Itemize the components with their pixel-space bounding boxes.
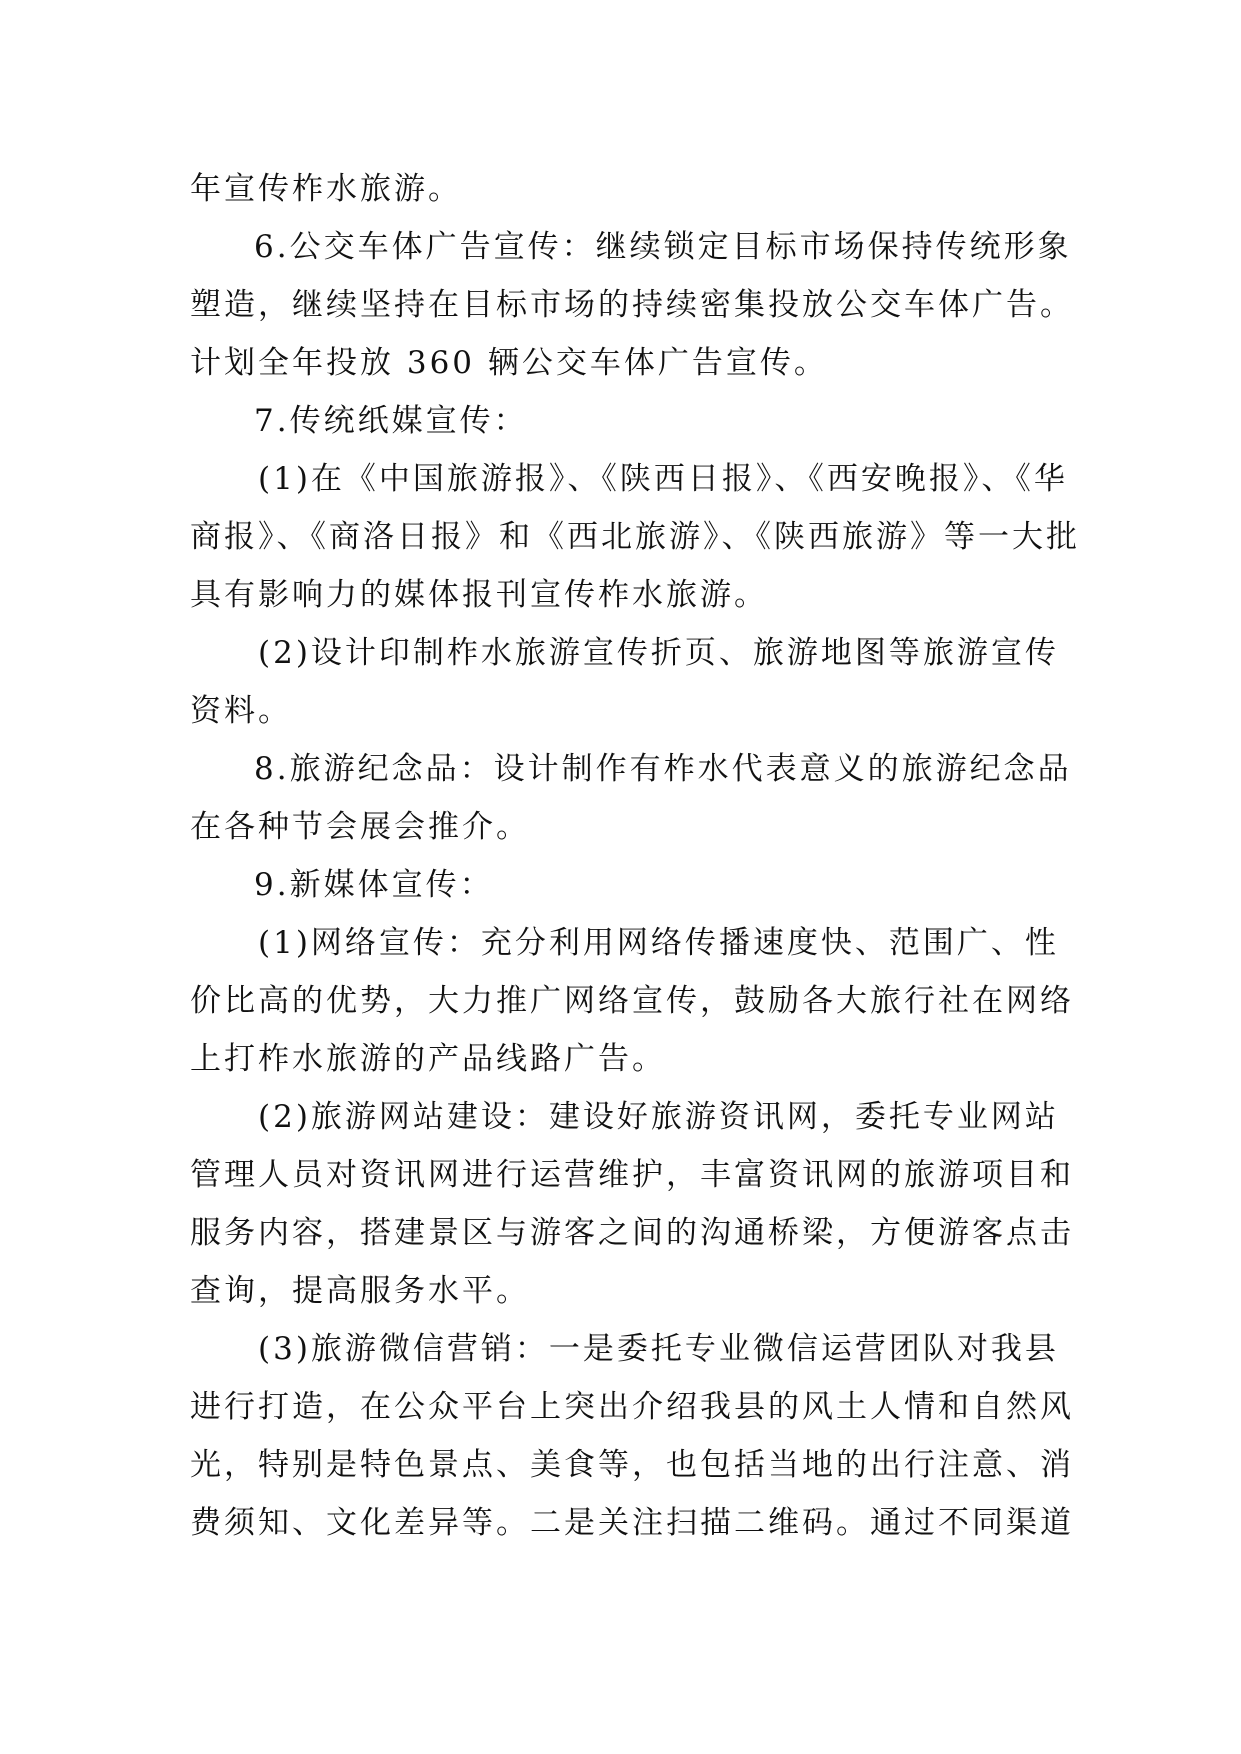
section-heading-9: 9.新媒体宣传： [254, 867, 494, 903]
subsection-9-3: (3)旅游微信营销：一是委托专业微信运营团队对我县 [258, 1331, 1059, 1367]
body-line: 管理人员对资讯网进行运营维护，丰富资讯网的旅游项目和 [190, 1157, 1074, 1193]
body-line: 费须知、文化差异等。二是关注扫描二维码。通过不同渠道 [190, 1505, 1074, 1541]
section-heading-7: 7.传统纸媒宣传： [254, 403, 528, 439]
body-line: 计划全年投放 360 辆公交车体广告宣传。 [190, 345, 828, 381]
body-line: 在各种节会展会推介。 [190, 809, 530, 845]
body-line: 光，特别是特色景点、美食等，也包括当地的出行注意、消 [190, 1447, 1074, 1483]
body-line: 上打柞水旅游的产品线路广告。 [190, 1041, 666, 1077]
body-line: 服务内容，搭建景区与游客之间的沟通桥梁，方便游客点击 [190, 1215, 1074, 1251]
section-heading-6: 6.公交车体广告宣传：继续锁定目标市场保持传统形象 [254, 229, 1072, 265]
subsection-9-2: (2)旅游网站建设：建设好旅游资讯网，委托专业网站 [258, 1099, 1059, 1135]
body-line: 塑造，继续坚持在目标市场的持续密集投放公交车体广告。 [190, 287, 1074, 323]
body-line: 价比高的优势，大力推广网络宣传，鼓励各大旅行社在网络 [190, 983, 1074, 1019]
subsection-7-1: (1)在《中国旅游报》、《陕西日报》、《西安晚报》、《华 [258, 461, 1068, 497]
section-heading-8: 8.旅游纪念品：设计制作有柞水代表意义的旅游纪念品 [254, 751, 1072, 787]
document-body [190, 160, 1080, 1552]
subsection-9-1: (1)网络宣传：充分利用网络传播速度快、范围广、性 [258, 925, 1059, 961]
body-line: 商报》、《商洛日报》和《西北旅游》、《陕西旅游》等一大批 [190, 519, 1080, 555]
body-line: 资料。 [190, 693, 292, 729]
body-line: 查询，提高服务水平。 [190, 1273, 530, 1309]
subsection-7-2: (2)设计印制柞水旅游宣传折页、旅游地图等旅游宣传 [258, 635, 1059, 671]
body-line: 进行打造，在公众平台上突出介绍我县的风土人情和自然风 [190, 1389, 1074, 1425]
body-line: 年宣传柞水旅游。 [190, 171, 462, 207]
body-line: 具有影响力的媒体报刊宣传柞水旅游。 [190, 577, 768, 613]
